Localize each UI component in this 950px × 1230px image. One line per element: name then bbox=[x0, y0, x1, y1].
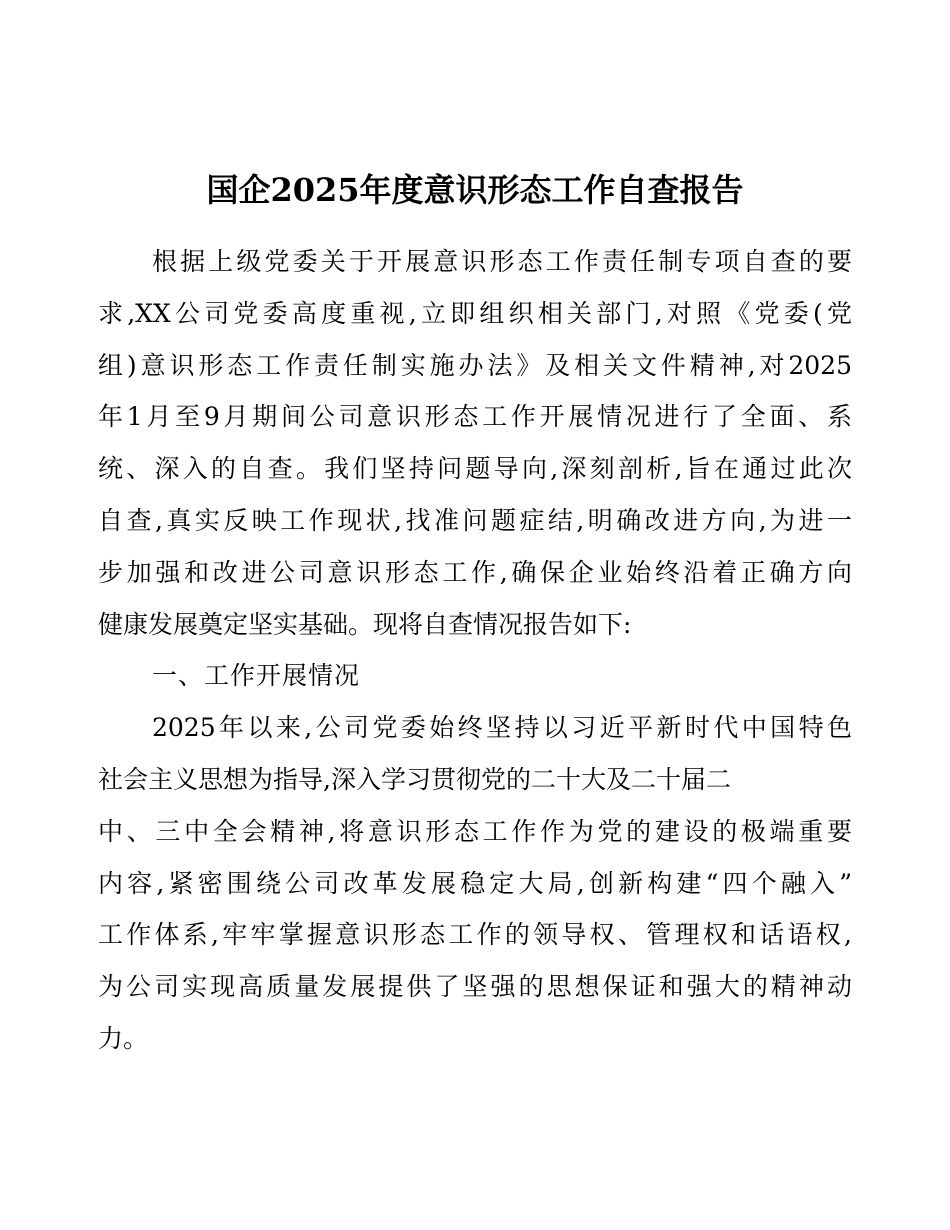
text-line: 组)意识形态工作责任制实施办法》及相关文件精神,对2025 bbox=[98, 350, 852, 380]
text-line: 统、深入的自查。我们坚持问题导向,深刻剖析,旨在通过此次 bbox=[98, 454, 852, 484]
text-line: 2025年以来,公司党委始终坚持以习近平新时代中国特色 bbox=[152, 713, 852, 743]
text-line: 求,XX公司党委高度重视,立即组织相关部门,对照《党委(党 bbox=[98, 298, 852, 328]
text-line: 中、三中全会精神,将意识形态工作作为党的建设的极端重要 bbox=[98, 816, 852, 846]
text-line: 社会主义思想为指导,深入学习贯彻党的二十大及二十届二 bbox=[98, 764, 731, 794]
document-body bbox=[98, 236, 858, 1065]
text-line: 内容,紧密围绕公司改革发展稳定大局,创新构建“四个融入” bbox=[98, 868, 852, 898]
section-heading-text: 一、工作开展情况 bbox=[152, 661, 361, 691]
section-paragraph bbox=[98, 702, 858, 1065]
text-line: 年1月至9月期间公司意识形态工作开展情况进行了全面、系 bbox=[98, 402, 852, 432]
text-line: 根据上级党委关于开展意识形态工作责任制专项自查的要 bbox=[152, 247, 852, 276]
text-line: 健康发展奠定坚实基础。现将自查情况报告如下: bbox=[98, 609, 632, 639]
text-line: 步加强和改进公司意识形态工作,确保企业始终沿着正确方向 bbox=[98, 557, 852, 587]
text-line: 工作体系,牢牢掌握意识形态工作的领导权、管理权和话语权, bbox=[98, 920, 852, 950]
text-line: 力。 bbox=[98, 1023, 149, 1053]
section-heading bbox=[98, 650, 858, 702]
text-line: 自查,真实反映工作现状,找准问题症结,明确改进方向,为进一 bbox=[98, 505, 852, 535]
document-title: 国企2025年度意识形态工作自查报告 bbox=[206, 171, 744, 209]
text-line: 为公司实现高质量发展提供了坚强的思想保证和强大的精神动 bbox=[98, 972, 852, 1002]
intro-paragraph bbox=[98, 236, 858, 650]
